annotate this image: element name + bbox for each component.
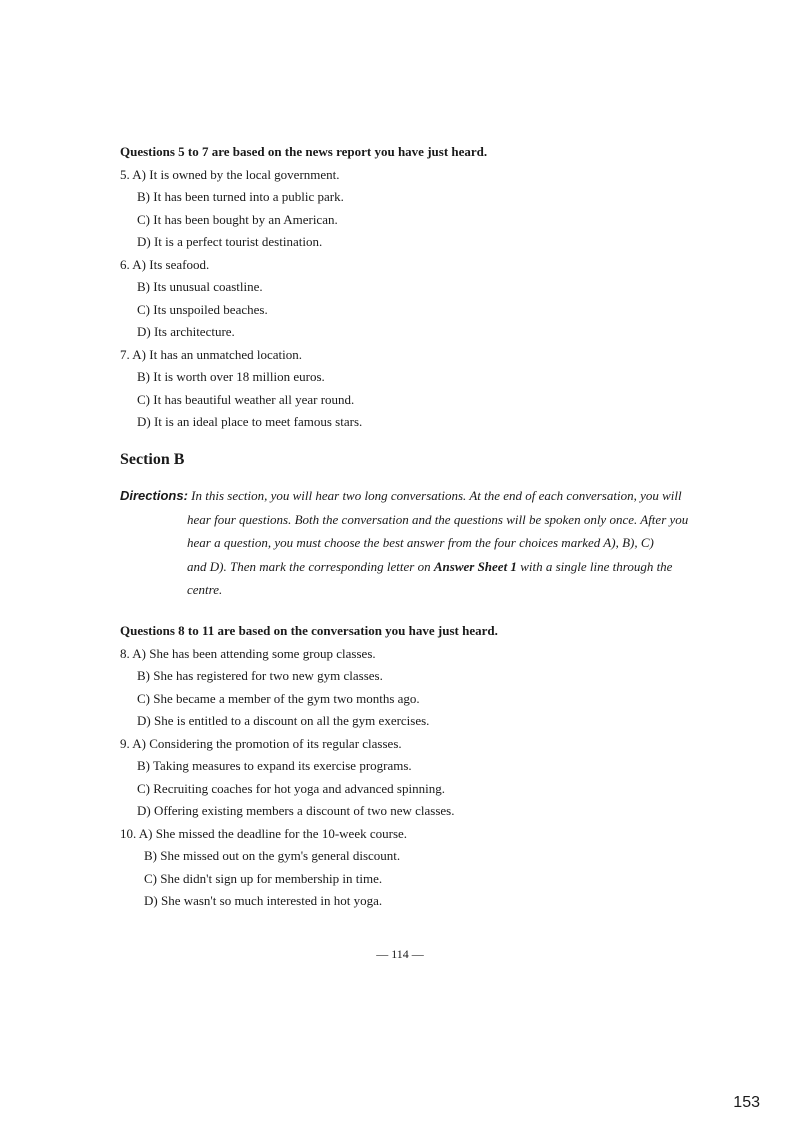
question-8 [120,643,690,733]
question-number: 5. [120,166,130,182]
question-number: 9. [120,735,130,751]
option-c: C) She didn't sign up for membership in time. [144,870,383,886]
question-5 [120,164,690,254]
question-9 [120,733,690,823]
directions-line-5: centre. [187,582,223,597]
option-d: D) She is entitled to a discount on all the gym exercises. [137,713,430,728]
option-b: B) She has registered for two new gym classes. [137,668,383,683]
directions-label: Directions: [120,488,188,503]
option-b: B) Its unusual coastline. [137,279,263,294]
directions-text: and D). Then mark the corresponding letter on [187,558,434,574]
option-c: C) It has been bought by an American. [137,211,338,227]
section-b-title: Section B [120,451,185,468]
option-b: B) It has been turned into a public park. [137,189,344,204]
option-b: B) It is worth over 18 million euros. [137,369,325,384]
option-c: C) Its unspoiled beaches. [137,301,268,317]
option-a: A) She missed the deadline for the 10-week course. [138,825,408,841]
directions-line-1 [120,484,695,508]
option-b: B) Taking measures to expand its exercise programs. [137,758,412,773]
directions-line-2: hear four questions. Both the conversation and the questions will be spoken only once. After you [187,511,689,527]
option-d: D) Its architecture. [137,324,235,339]
option-d: D) It is a perfect tourist destination. [137,234,323,249]
option-a: A) Considering the promotion of its regular classes. [132,735,402,751]
question-number: 6. [120,256,130,272]
question-number: 8. [120,645,130,661]
directions-line-3: hear a question, you must choose the best answer from the four choices marked A), B), C) [187,535,654,550]
question-group-8-11 [120,620,690,913]
group-heading: Questions 5 to 7 are based on the news report you have just heard. [120,144,488,159]
option-c: C) She became a member of the gym two months ago. [137,690,420,706]
option-a: A) It has an unmatched location. [132,346,302,362]
question-10 [120,823,690,913]
directions-text: In this section, you will hear two long conversations. At the end of each conversation, you will [191,488,682,503]
directions-text: with a single line through the [516,558,673,574]
answer-sheet-label: Answer Sheet 1 [433,558,517,574]
question-number: 7. [120,346,130,362]
option-d: D) She wasn't so much interested in hot yoga. [144,893,383,908]
corner-page-number: 153 [733,1094,760,1111]
question-group-5-7 [120,141,690,434]
page-number: — 114 — [376,947,424,961]
option-d: D) Offering existing members a discount of two new classes. [137,803,455,818]
option-d: D) It is an ideal place to meet famous stars. [137,414,363,429]
question-number: 10. [120,825,137,841]
directions-line-4 [120,555,695,579]
option-b: B) She missed out on the gym's general discount. [144,848,401,863]
option-a: A) She has been attending some group classes. [132,645,376,661]
option-c: C) Recruiting coaches for hot yoga and advanced spinning. [137,780,445,796]
question-6 [120,254,690,344]
directions [120,484,695,602]
option-a: A) Its seafood. [132,256,210,272]
option-c: C) It has beautiful weather all year round. [137,391,355,407]
group-heading: Questions 8 to 11 are based on the conversation you have just heard. [120,623,498,638]
option-a: A) It is owned by the local government. [132,166,340,182]
question-7 [120,344,690,434]
